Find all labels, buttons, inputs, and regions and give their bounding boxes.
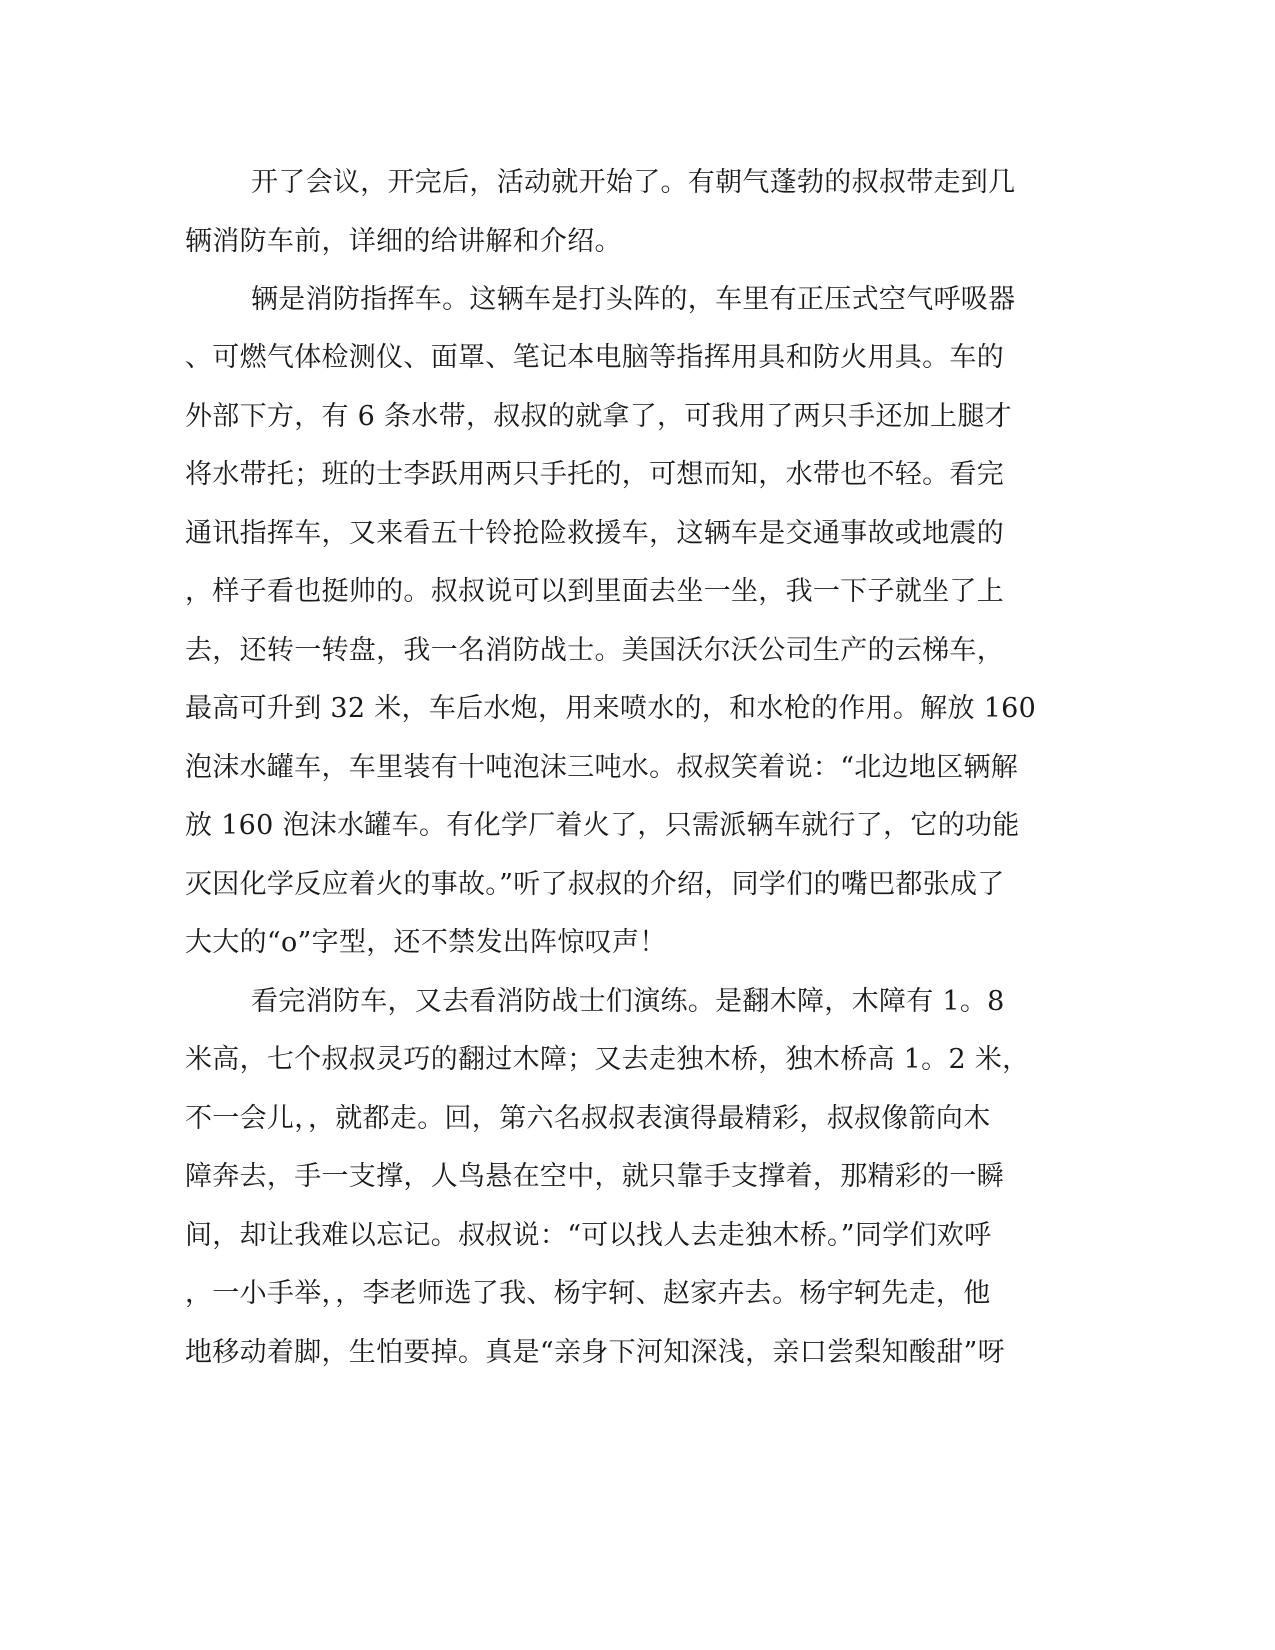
text-line: 泡沫水罐车，车里装有十吨泡沫三吨水。叔叔笑着说：“北边地区辆解: [185, 752, 1019, 783]
text-line: 最高可升到 32 米，车后水炮，用来喷水的，和水枪的作用。解放 160: [185, 693, 1037, 724]
text-line: 大大的“o”字型，还不禁发出阵惊叹声！: [185, 927, 667, 958]
text-line: 辆是消防指挥车。这辆车是打头阵的，车里有正压式空气呼吸器: [251, 284, 1016, 315]
text-line: 不一会儿，，就都走。回，第六名叔叔表演得最精彩，叔叔像箭向木: [185, 1103, 991, 1134]
text-line: 外部下方，有 6 条水带，叔叔的就拿了，可我用了两只手还加上腿才: [185, 401, 1012, 432]
text-line: 地移动着脚，生怕要掉。真是“亲身下河知深浅，亲口尝梨知酸甜”呀: [185, 1337, 1005, 1368]
text-line: 灭因化学反应着火的事故。”听了叔叔的介绍，同学们的嘴巴都张成了: [185, 869, 1005, 900]
text-line: 障奔去，手一支撑，人鸟悬在空中，就只靠手支撑着，那精彩的一瞬: [185, 1161, 1004, 1192]
text-line: 开了会议，开完后，活动就开始了。有朝气蓬勃的叔叔带走到几: [251, 167, 1016, 198]
text-line: 放 160 泡沫水罐车。有化学厂着火了，只需派辆车就行了，它的功能: [185, 810, 1020, 841]
text-line: ，一小手举，，李老师选了我、杨宇轲、赵家卉去。杨宇轲先走，他: [185, 1278, 991, 1309]
text-line: 将水带托；班的士李跃用两只手托的，可想而知，水带也不轻。看完: [185, 459, 1004, 490]
text-line: 看完消防车，又去看消防战士们演练。是翻木障，木障有 1。8: [251, 986, 1005, 1017]
text-line: ，样子看也挺帅的。叔叔说可以到里面去坐一坐，我一下子就坐了上: [185, 576, 1004, 607]
text-line: 辆消防车前，详细的给讲解和介绍。: [185, 226, 622, 257]
text-line: 通讯指挥车，又来看五十铃抢险救援车，这辆车是交通事故或地震的: [185, 518, 1004, 549]
text-line: 米高，七个叔叔灵巧的翻过木障；又去走独木桥，独木桥高 1。2 米，: [185, 1044, 1030, 1075]
text-line: 、可燃气体检测仪、面罩、笔记本电脑等指挥用具和防火用具。车的: [185, 342, 1004, 373]
text-line: 间，却让我难以忘记。叔叔说：“可以找人去走独木桥。”同学们欢呼: [185, 1220, 992, 1251]
text-line: 去，还转一转盘，我一名消防战士。美国沃尔沃公司生产的云梯车，: [185, 635, 1004, 666]
